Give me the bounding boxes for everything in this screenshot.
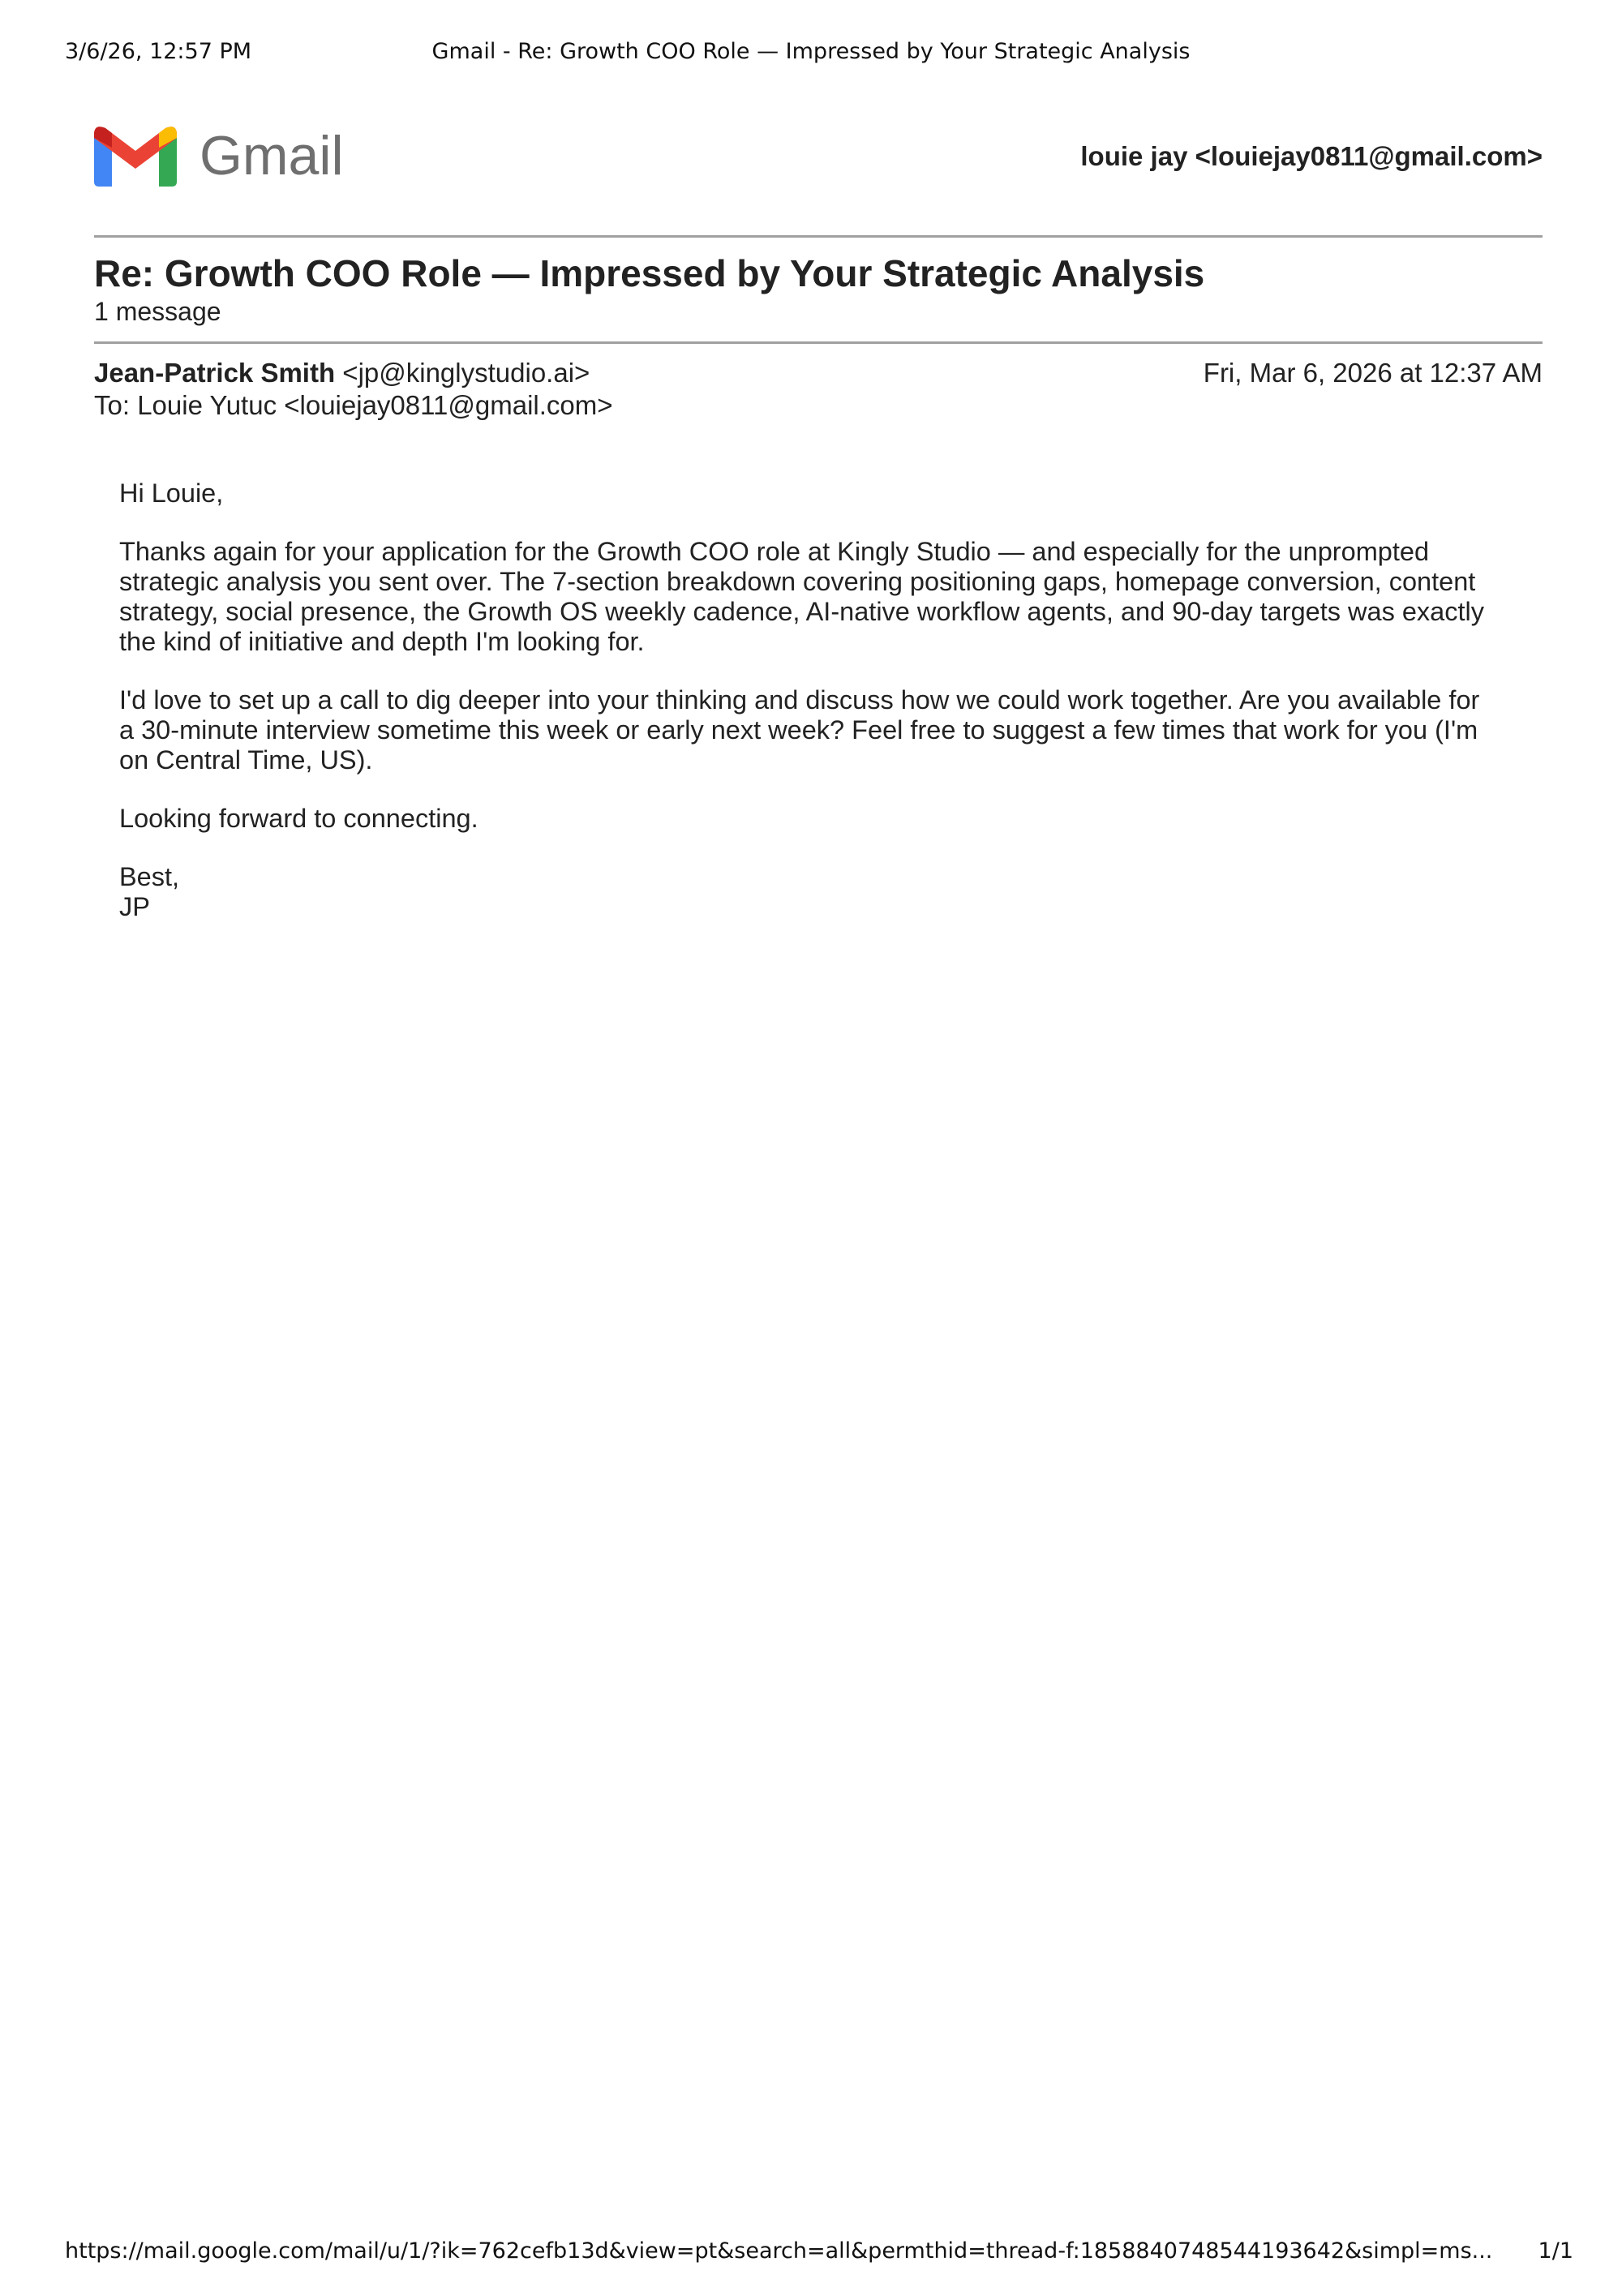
message-date: Fri, Mar 6, 2026 at 12:37 AM (1203, 358, 1543, 388)
greeting: Hi Louie, (119, 479, 224, 508)
account-identity: louie jay <louiejay0811@gmail.com> (1080, 141, 1543, 171)
print-footer (65, 2238, 1573, 2271)
gmail-logo (94, 123, 354, 188)
gmail-wordmark: Gmail (200, 125, 344, 187)
gmail-m-icon (94, 125, 177, 187)
message-count: 1 message (94, 297, 221, 326)
print-header (0, 39, 1622, 71)
body-paragraph-1: Thanks again for your application for the Growth COO role at Kingly Studio — and especially for the unprompted strategic analysis you sent over. The 7-section breakdown covering positioning gaps, homepage conversion, content strategy, social presence, the Growth OS weekly cadence, AI-native workflow agents, and 90-day targets was exactly the kind of initiative and depth I'm looking for. (119, 537, 1485, 656)
signoff: Best, JP (119, 862, 180, 921)
sender-email: <jp@kinglystudio.ai> (342, 358, 590, 388)
message-body (119, 479, 1530, 951)
body-paragraph-2: I'd love to set up a call to dig deeper into your thinking and discuss how we could work together. Are you available for a 30-minute interview sometime this week or early next week? Feel free to suggest a few times that work for you (I'm on Central Time, US). (119, 685, 1480, 775)
recipient-line: To: Louie Yutuc <louiejay0811@gmail.com> (94, 390, 613, 420)
header-row (94, 122, 1543, 190)
print-datetime: 3/6/26, 12:57 PM (65, 39, 252, 64)
print-url: https://mail.google.com/mail/u/1/?ik=762cefb13d&view=pt&search=all&permthid=thread-f:1858840748544193642&simpl=ms... (65, 2238, 1493, 2264)
body-paragraph-3: Looking forward to connecting. (119, 804, 478, 833)
page-number: 1/1 (1538, 2238, 1573, 2264)
subject-divider (94, 341, 1543, 344)
print-page-title: Gmail - Re: Growth COO Role — Impressed by Your Strategic Analysis (431, 39, 1191, 64)
header-divider (94, 235, 1543, 238)
message-meta (94, 357, 1543, 422)
sender-name: Jean-Patrick Smith (94, 358, 336, 388)
thread-subject: Re: Growth COO Role — Impressed by Your Strategic Analysis (94, 252, 1205, 294)
